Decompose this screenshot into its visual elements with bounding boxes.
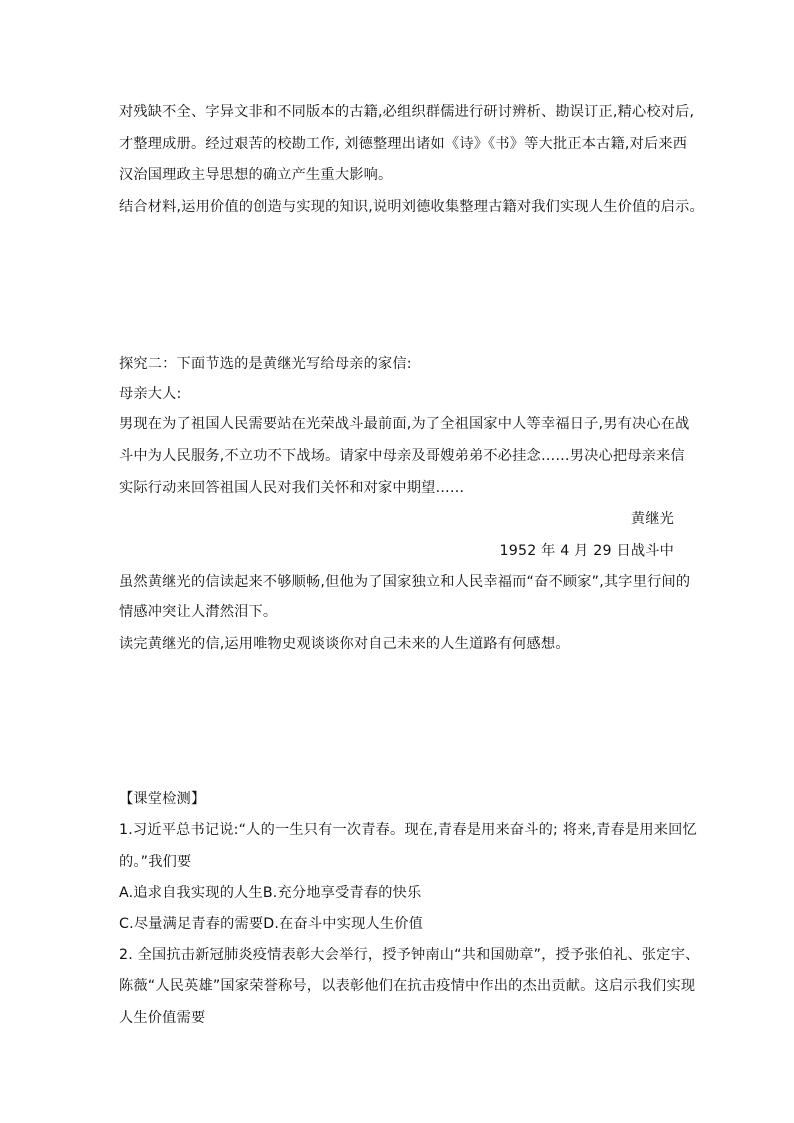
section-title: 探究二：下面节选的是黄继光写给母亲的家信: [119,356,412,372]
question-line: 人生价值需要 [119,1010,206,1026]
question-line: 1.习近平总书记说:“人的一生只有一次青春。现在,青春是用来奋斗的; 将来,青春是用来回忆 [119,822,697,838]
letter-date: 1952 年 4 月 29 日战斗中 [499,543,674,559]
question-text: 结合材料,运用价值的创造与实现的知识,说明刘德收集整理古籍对我们实现人生价值的启示。 [119,199,704,215]
answer-option: C.尽量满足青春的需要D.在奋斗中实现人生价值 [119,916,424,932]
letter-line: 斗中为人民服务,不立功不下战场。请家中母亲及哥嫂弟弟不必挂念……男决心把母亲来信 [119,448,685,464]
letter-line: 实际行动来回答祖国人民对我们关怀和对家中期望…… [119,480,465,496]
paragraph-line: 情感冲突让人潸然泪下。 [119,604,278,620]
answer-option: A.追求自我实现的人生B.充分地享受青春的快乐 [119,885,422,901]
question-line: 2. 全国抗击新冠肺炎疫情表彰大会举行，授予钟南山“共和国勋章”，授予张伯礼、张定宇、 [119,947,700,963]
question-line: 陈薇“人民英雄”国家荣誉称号，以表彰他们在抗击疫情中作出的杰出贡献。这启示我们实现 [119,978,696,994]
question-line: 的。”我们要 [119,854,192,870]
paragraph-line: 对残缺不全、字异文非和不同版本的古籍,必组织群儒进行研讨辨析、勘误订正,精心校对后, [119,104,695,120]
letter-line: 男现在为了祖国人民需要站在光荣战斗最前面,为了全祖国家中人等幸福日子,男有决心在战 [119,416,690,432]
letter-signature: 黄继光 [630,511,674,527]
letter-salutation: 母亲大人: [119,386,182,402]
paragraph-line: 才整理成册。经过艰苦的校勘工作, 刘德整理出诸如《诗》《书》等大批正本古籍,对后来西 [119,136,688,152]
paragraph-line: 汉治国理政主导思想的确立产生重大影响。 [119,167,393,183]
question-text: 读完黄继光的信,运用唯物史观谈谈你对自己未来的人生道路有何感想。 [119,636,570,652]
section-heading: 【课堂检测】 [119,791,206,807]
paragraph-line: 虽然黄继光的信读起来不够顺畅,但他为了国家独立和人民幸福而“奋不顾家”,其字里行间的 [119,574,691,590]
